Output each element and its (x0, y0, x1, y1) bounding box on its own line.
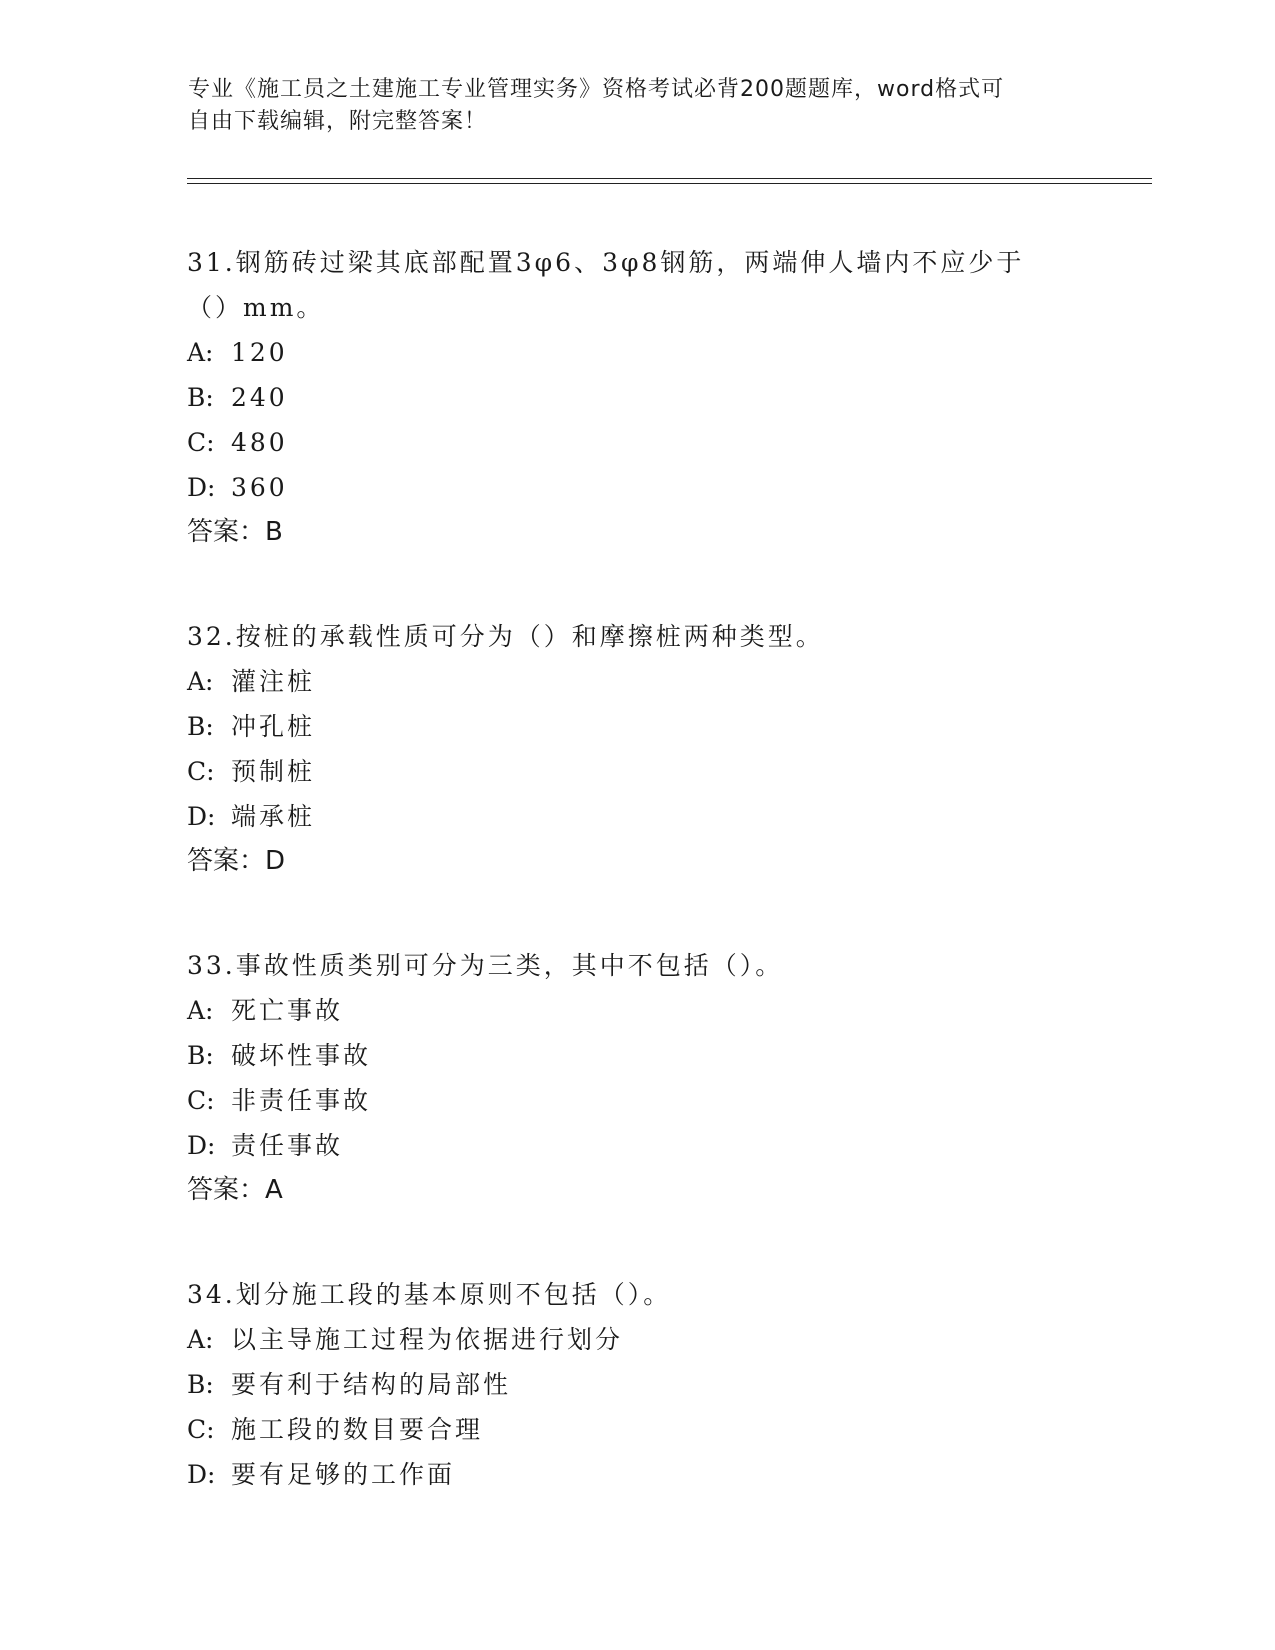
option-key: C: (187, 757, 215, 786)
option-text: 非责任事故 (231, 1086, 372, 1115)
option-key: D: (187, 1131, 216, 1160)
option-a (187, 1317, 1087, 1362)
option-key: B: (187, 712, 214, 741)
option-a (187, 988, 1087, 1033)
question-33 (187, 943, 1087, 1213)
option-key: D: (187, 1460, 216, 1489)
option-text: 破坏性事故 (231, 1041, 372, 1070)
question-34 (187, 1272, 1087, 1497)
option-d (187, 1123, 1087, 1168)
option-c (187, 1078, 1087, 1123)
question-stem (187, 614, 1087, 659)
option-text: 要有足够的工作面 (231, 1460, 456, 1489)
header-divider-top (187, 178, 1152, 179)
option-text: 端承桩 (231, 802, 316, 831)
option-key: A: (187, 996, 214, 1025)
option-text: 灌注桩 (231, 667, 316, 696)
option-text: 责任事故 (231, 1131, 344, 1160)
option-b (187, 704, 1087, 749)
option-key: C: (187, 1415, 215, 1444)
option-key: B: (187, 1041, 214, 1070)
option-c (187, 420, 1087, 465)
answer-line: 答案：B (187, 517, 283, 547)
option-key: D: (187, 802, 216, 831)
question-32 (187, 614, 1087, 884)
option-d (187, 1452, 1087, 1497)
option-key: B: (187, 383, 214, 412)
question-spacer (187, 884, 1087, 943)
option-key: D: (187, 473, 216, 502)
question-stem-line: 33.事故性质类别可分为三类，其中不包括（）。 (187, 951, 784, 980)
option-d (187, 465, 1087, 510)
header-divider-bottom (187, 183, 1152, 184)
option-a (187, 330, 1087, 375)
question-stem-line: 32.按桩的承载性质可分为（）和摩擦桩两种类型。 (187, 622, 824, 651)
question-stem (187, 943, 1087, 988)
answer-line: 答案：D (187, 846, 286, 876)
option-c (187, 749, 1087, 794)
header-title-line-2: 自由下载编辑，附完整答案！ (188, 109, 488, 134)
option-a (187, 659, 1087, 704)
option-text: 以主导施工过程为依据进行划分 (231, 1325, 624, 1354)
option-text: 死亡事故 (231, 996, 344, 1025)
question-stem-line: 34.划分施工段的基本原则不包括（）。 (187, 1280, 672, 1309)
option-d (187, 794, 1087, 839)
option-b (187, 375, 1087, 420)
question-stem (187, 1272, 1087, 1317)
document-header (188, 74, 1068, 138)
option-key: A: (187, 667, 214, 696)
question-stem-line: （）mm。 (187, 293, 325, 322)
option-key: A: (187, 338, 214, 367)
question-spacer (187, 555, 1087, 614)
option-b (187, 1362, 1087, 1407)
option-key: B: (187, 1370, 214, 1399)
option-text: 预制桩 (231, 757, 316, 786)
option-key: C: (187, 428, 215, 457)
question-list (187, 240, 1087, 1497)
option-b (187, 1033, 1087, 1078)
option-text: 240 (231, 383, 288, 412)
option-text: 施工段的数目要合理 (231, 1415, 484, 1444)
question-stem-line: 31.钢筋砖过梁其底部配置3φ6、3φ8钢筋，两端伸人墙内不应少于 (187, 248, 1025, 277)
option-text: 120 (231, 338, 288, 367)
header-title-line-1: 专业《施工员之土建施工专业管理实务》资格考试必背200题题库，word格式可 (188, 77, 1005, 102)
answer-line: 答案：A (187, 1175, 283, 1205)
option-text: 480 (231, 428, 288, 457)
option-text: 要有利于结构的局部性 (231, 1370, 512, 1399)
option-text: 冲孔桩 (231, 712, 316, 741)
question-31 (187, 240, 1087, 555)
question-stem (187, 240, 1087, 330)
option-c (187, 1407, 1087, 1452)
option-text: 360 (231, 473, 288, 502)
option-key: C: (187, 1086, 215, 1115)
option-key: A: (187, 1325, 214, 1354)
question-spacer (187, 1213, 1087, 1272)
